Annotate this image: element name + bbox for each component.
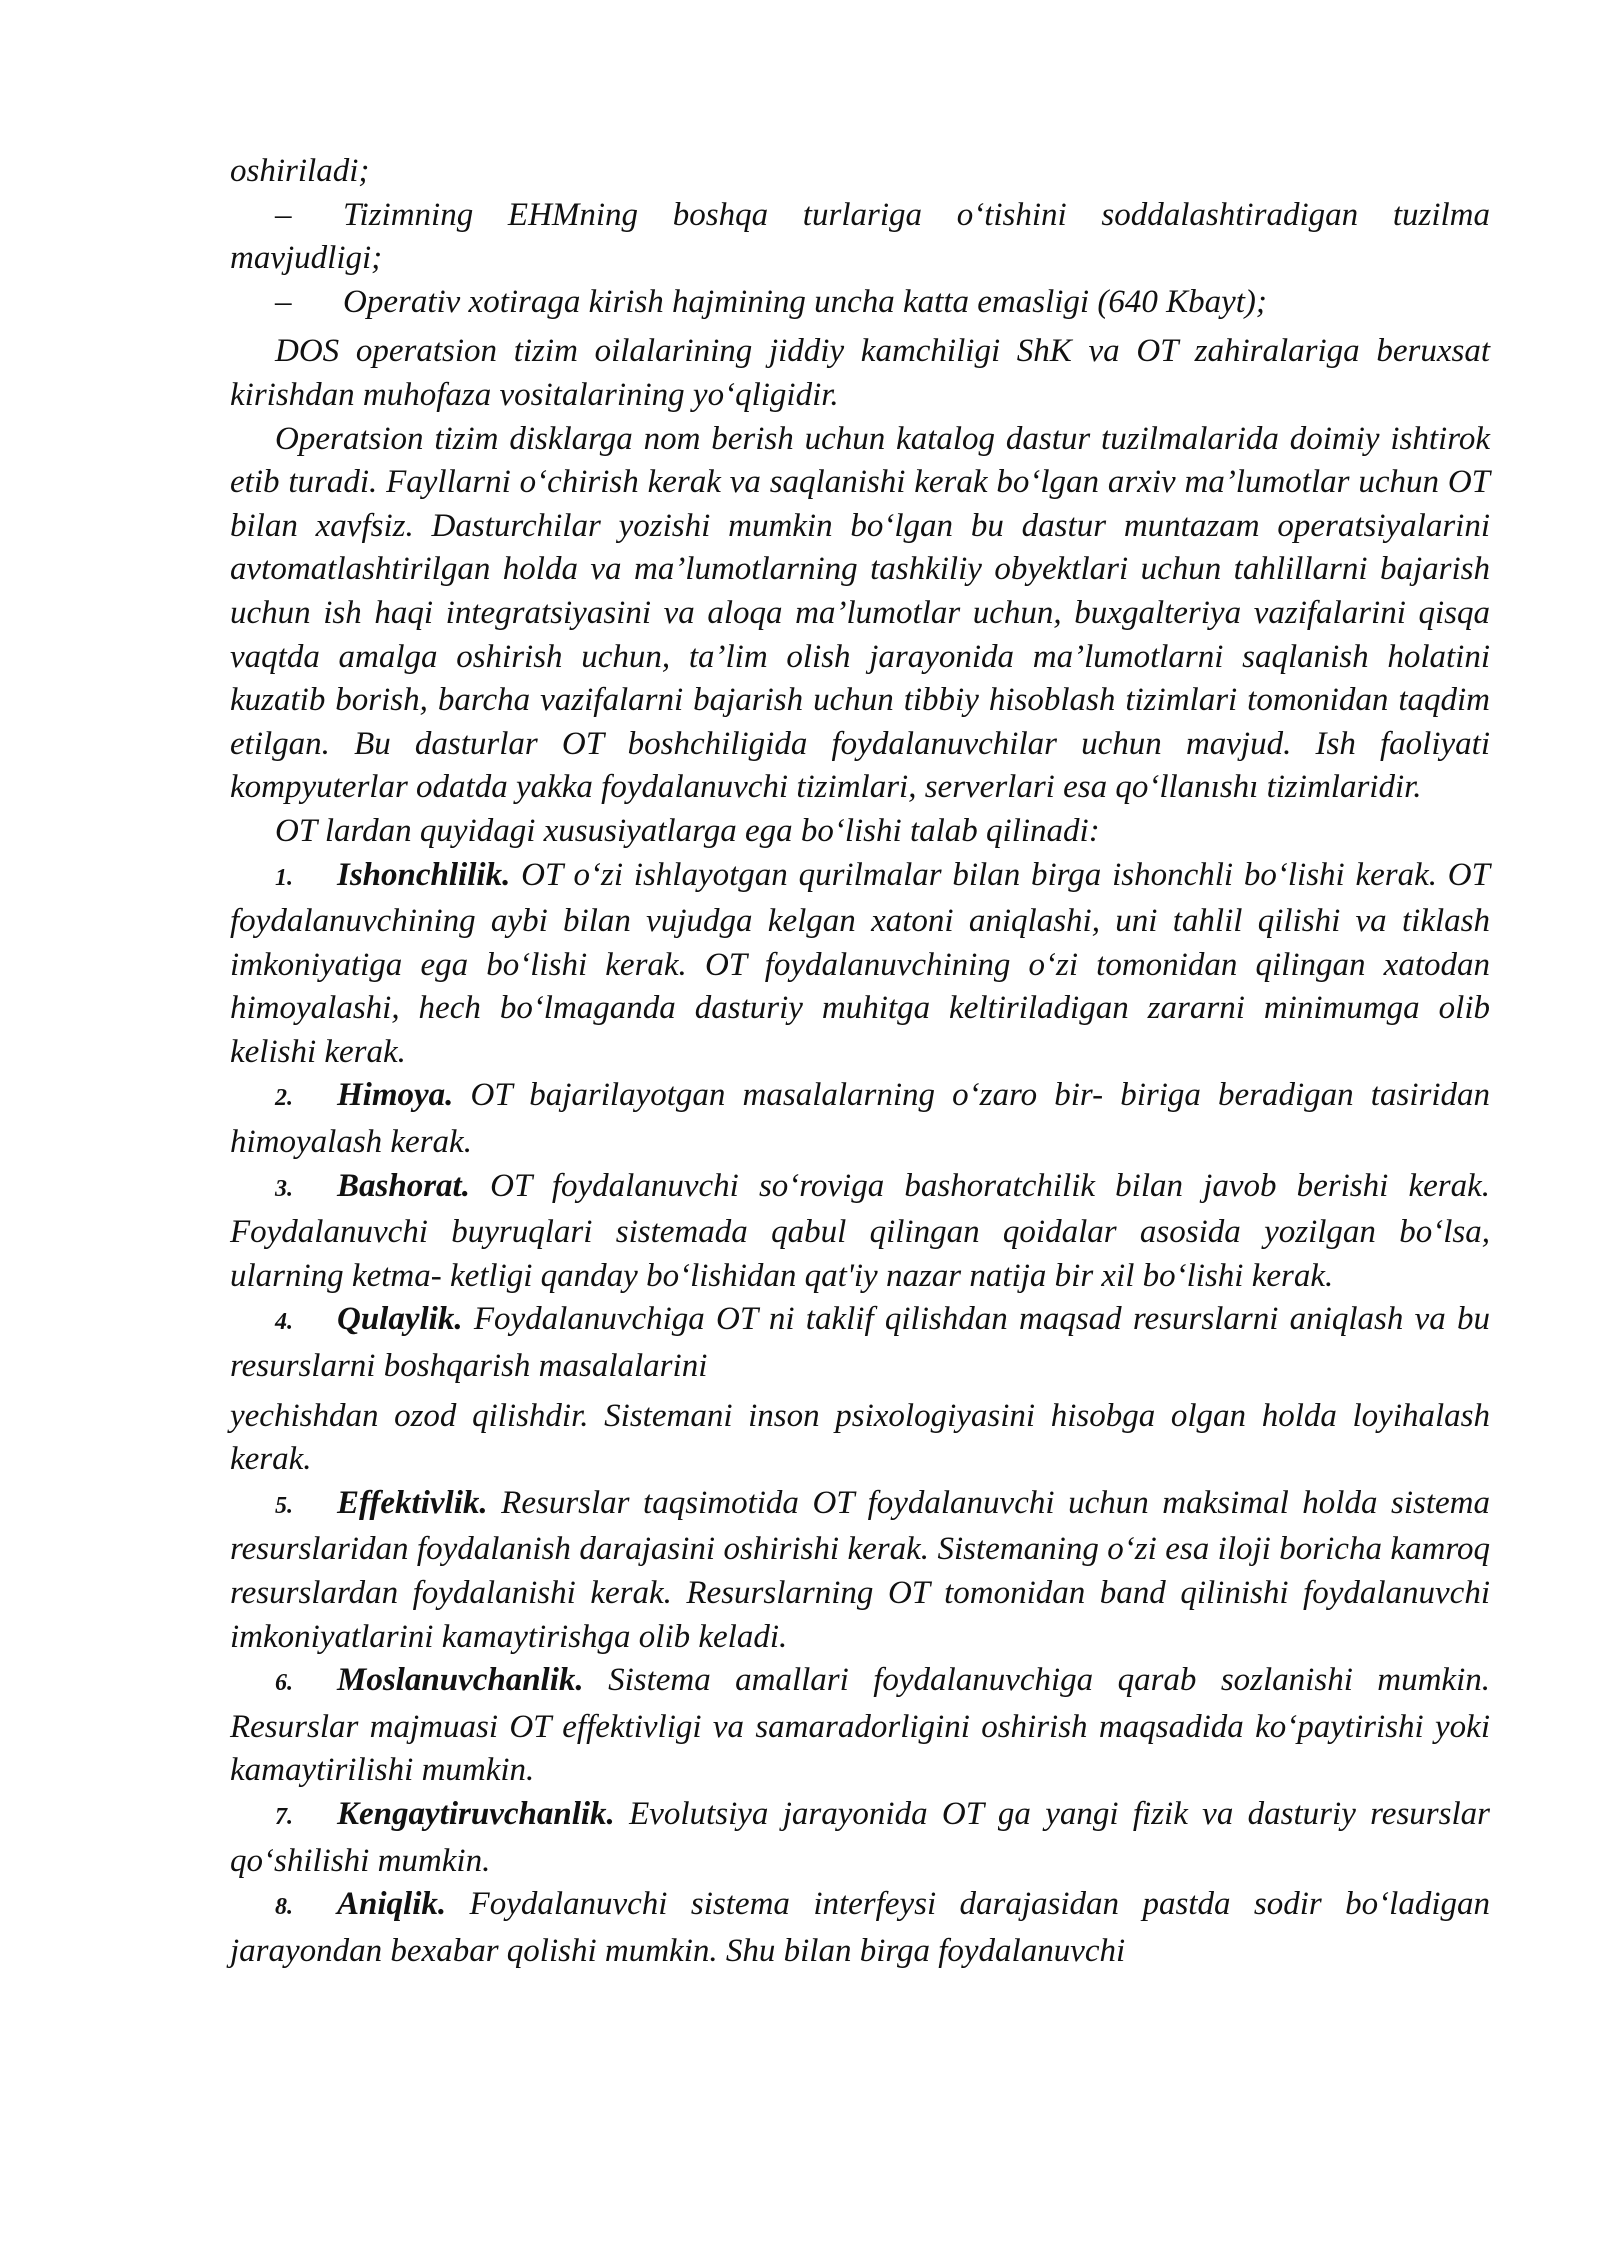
intro-fragment: oshiriladi; xyxy=(230,153,370,189)
requirement-text: Evolutsiya jarayonida OT ga yangi fizik va dasturiy resurslar qo‘shilishi mumkin. xyxy=(230,1795,1490,1879)
dash-item xyxy=(230,194,1490,281)
requirement-item xyxy=(230,1482,1490,1659)
paragraph-catalog: Operatsion tizim disklarga nom berish uchun katalog dastur tuzilmalarida doimiy ishtirok etib turadi. Fayllarni o‘chirish kerak va saqlanishi kerak bo‘lgan arxiv ma’lumotlar uchun OT bilan xavfsiz. Dasturchilar yozishi mumkin bo‘lgan bu dastur muntazam operatsiyalarini avtomatlashtirilgan holda va ma’lumotlarning tashkiliy obyektlari uchun tahlillarni bajarish uchun ish haqi integratsiyasini va aloqa ma’lumotlar uchun, buxgalteriya vazifalarini qisqa vaqtda amalga oshirish uchun, ta’lim olish jarayonida ma’lumotlarni saqlanish holatini kuzatib borish, barcha vazifalarni bajarish uchun tibbiy hisoblash tizimlari tomonidan taqdim etilgan. Bu dasturlar OT boshchiligida foydalanuvchilar uchun mavjud. Ish faoliyati kompyuterlar odatda yakka foydalanuvchi tizimlari, serverlari esa qo‘llanıshı tizimlaridir. xyxy=(230,420,1490,806)
requirement-item xyxy=(230,1298,1490,1388)
requirement-text: Foydalanuvchiga OT ni taklif qilishdan maqsad resurslarni aniqlash va bu resurslarni boshqarish masalalarini xyxy=(230,1301,1490,1385)
requirement-number: 1. xyxy=(275,864,293,891)
requirement-term: Kengaytiruvchanlik. xyxy=(337,1795,615,1832)
requirement-number: 6. xyxy=(275,1670,293,1697)
requirement-number: 5. xyxy=(275,1492,293,1519)
requirement-term: Bashorat. xyxy=(337,1167,470,1204)
requirement-number: 7. xyxy=(275,1803,293,1830)
requirement-number: 4. xyxy=(275,1309,293,1336)
dash-item-text: Operativ xotiraga kirish hajmining uncha katta emasligi (640 Kbayt); xyxy=(343,283,1267,320)
requirement-item xyxy=(230,1165,1490,1299)
requirement-item xyxy=(230,1074,1490,1164)
requirement-item xyxy=(230,1659,1490,1793)
dash-item-text: Tizimning EHMning boshqa turlariga o‘tishini soddalashtiradigan tuzilma mavjudligi; xyxy=(230,196,1490,277)
requirement-term: Himoya. xyxy=(337,1077,454,1114)
requirement-number: 3. xyxy=(275,1175,293,1202)
requirement-term: Qulaylik. xyxy=(337,1301,463,1338)
requirement-number: 2. xyxy=(275,1085,293,1112)
requirement-item xyxy=(230,1883,1490,1973)
paragraph-requirements-intro: OT lardan quyidagi xususiyatlarga ega bo‘lishi talab qilinadi: xyxy=(275,812,1100,849)
requirement-term: Moslanuvchanlik. xyxy=(337,1662,584,1699)
requirement-text: OT o‘zi ishlayotgan qurilmalar bilan birga ishonchli bo‘lishi kerak. OT foydalanuvchining aybi bilan vujudga kelgan xatoni aniqlashi, uni tahlil qilishi va tiklash imkoniyatiga ega bo‘lishi kerak. OT foydalanuvchining o‘zi tomonidan qilingan xatodan himoyalashi, hech bo‘lmaganda dasturiy muhitga keltiriladigan zararni minimumga olib kelishi kerak. xyxy=(230,856,1490,1070)
requirement-item xyxy=(230,1793,1490,1883)
requirement-term: Ishonchlilik. xyxy=(337,856,511,893)
requirement-number: 8. xyxy=(275,1894,293,1921)
document-page xyxy=(230,150,1490,1973)
requirement-term: Aniqlik. xyxy=(337,1886,447,1923)
dash-mark: – xyxy=(275,283,292,320)
requirement-text: OT bajarilayotgan masalalarning o‘zaro bir- biriga beradigan tasiridan himoyalash kerak. xyxy=(230,1077,1490,1161)
requirement-text: Resurslar taqsimotida OT foydalanuvchi uchun maksimal holda sistema resurslaridan foydalanish darajasini oshirishi kerak. Sistemaning o‘zi esa iloji boricha kamroq resurslardan foydalanishi kerak. Resurslarning OT tomonidan band qilinishi foydalanuvchi imkoniyatlarini kamaytirishga olib keladi. xyxy=(230,1484,1490,1655)
dash-item xyxy=(230,281,1490,325)
requirement-continuation: yechishdan ozod qilishdir. Sistemani inson psixologiyasini hisobga olgan holda loyihalash kerak. xyxy=(230,1397,1490,1478)
requirement-text: OT foydalanuvchi so‘roviga bashoratchilik bilan javob berishi kerak. Foydalanuvchi buyruqlari sistemada qabul qilingan qoidalar asosida yozilgan bo‘lsa, ularning ketma- ketligi qanday bo‘lishidan qat'iy nazar natija bir xil bo‘lishi kerak. xyxy=(230,1167,1490,1294)
requirement-text: Sistema amallari foydalanuvchiga qarab sozlanishi mumkin. Resurslar majmuasi OT effektivligi va samaradorligini oshirish maqsadida ko‘paytirishi yoki kamaytirilishi mumkin. xyxy=(230,1662,1490,1789)
requirement-term: Effektivlik. xyxy=(337,1484,488,1521)
paragraph-dos: DOS operatsion tizim oilalarining jiddiy kamchiligi ShK va OT zahiralariga beruxsat kirishdan muhofaza vositalarining yo‘qligidir. xyxy=(230,333,1490,413)
requirement-item xyxy=(230,854,1490,1075)
requirement-text: Foydalanuvchi sistema interfeysi darajasidan pastda sodir bo‘ladigan jarayondan bexabar qolishi mumkin. Shu bilan birga foydalanuvchi xyxy=(230,1886,1490,1969)
dash-mark: – xyxy=(275,196,292,233)
